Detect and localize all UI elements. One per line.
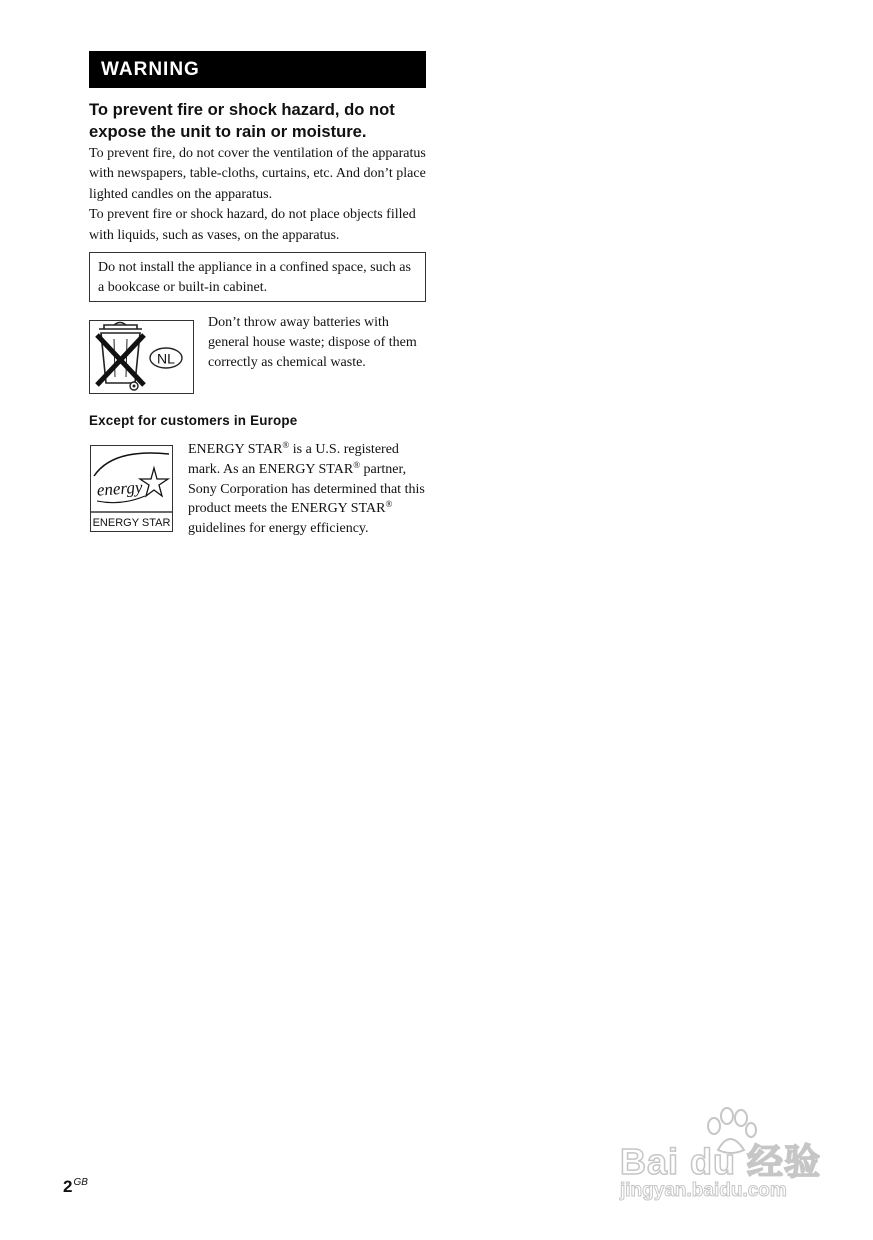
nl-icon-label: NL xyxy=(157,350,175,367)
energy-star-text-part2: is a U.S. registered mark. As an ENERGY STAR xyxy=(188,442,399,477)
battery-disposal-text: Don’t throw away batteries with general house waste; dispose of them correctly as chemical waste. xyxy=(208,315,417,370)
baidu-watermark xyxy=(612,1106,826,1210)
crossed-bin-icon xyxy=(90,321,193,393)
energy-star-text-part1: ENERGY STAR xyxy=(188,442,283,457)
watermark-line1: Bai du 经验 xyxy=(620,1141,822,1182)
energy-script-text: energy xyxy=(96,477,144,500)
energy-star-text xyxy=(188,440,428,539)
ventilation-paragraph: To prevent fire, do not cover the ventilation of the apparatus with newspapers, table-cloths, curtains, etc. And don’t place lighted candles on the apparatus. xyxy=(89,146,426,202)
energy-star-text-part3: partner, Sony Corporation has determined that this product meets the ENERGY STAR xyxy=(188,461,425,517)
fire-safety-text xyxy=(89,144,429,246)
energy-star-text-part4: guidelines for energy efficiency. xyxy=(188,521,369,537)
energy-star-label: ENERGY STAR xyxy=(92,517,171,529)
warning-title-bar xyxy=(89,51,426,88)
page-number-value: 2 xyxy=(63,1177,73,1196)
registered-mark: ® xyxy=(353,459,361,470)
page-suffix: GB xyxy=(73,1177,88,1188)
liquids-paragraph: To prevent fire or shock hazard, do not place objects filled with liquids, such as vases, on the apparatus. xyxy=(89,207,416,243)
hazard-headline: To prevent fire or shock hazard, do not expose the unit to rain or moisture. xyxy=(89,100,395,141)
europe-heading: Except for customers in Europe xyxy=(89,413,298,428)
battery-disposal-icon-box xyxy=(89,320,194,394)
energy-star-icon xyxy=(91,446,172,531)
watermark-line2: jingyan.baidu.com xyxy=(620,1180,787,1201)
warning-title: WARNING xyxy=(101,59,200,80)
registered-mark: ® xyxy=(385,499,393,510)
page-number xyxy=(63,1177,88,1197)
registered-mark: ® xyxy=(282,440,290,450)
energy-star-logo xyxy=(90,445,173,532)
confined-space-notice: Do not install the appliance in a confined space, such as a bookcase or built-in cabinet. xyxy=(89,252,426,302)
